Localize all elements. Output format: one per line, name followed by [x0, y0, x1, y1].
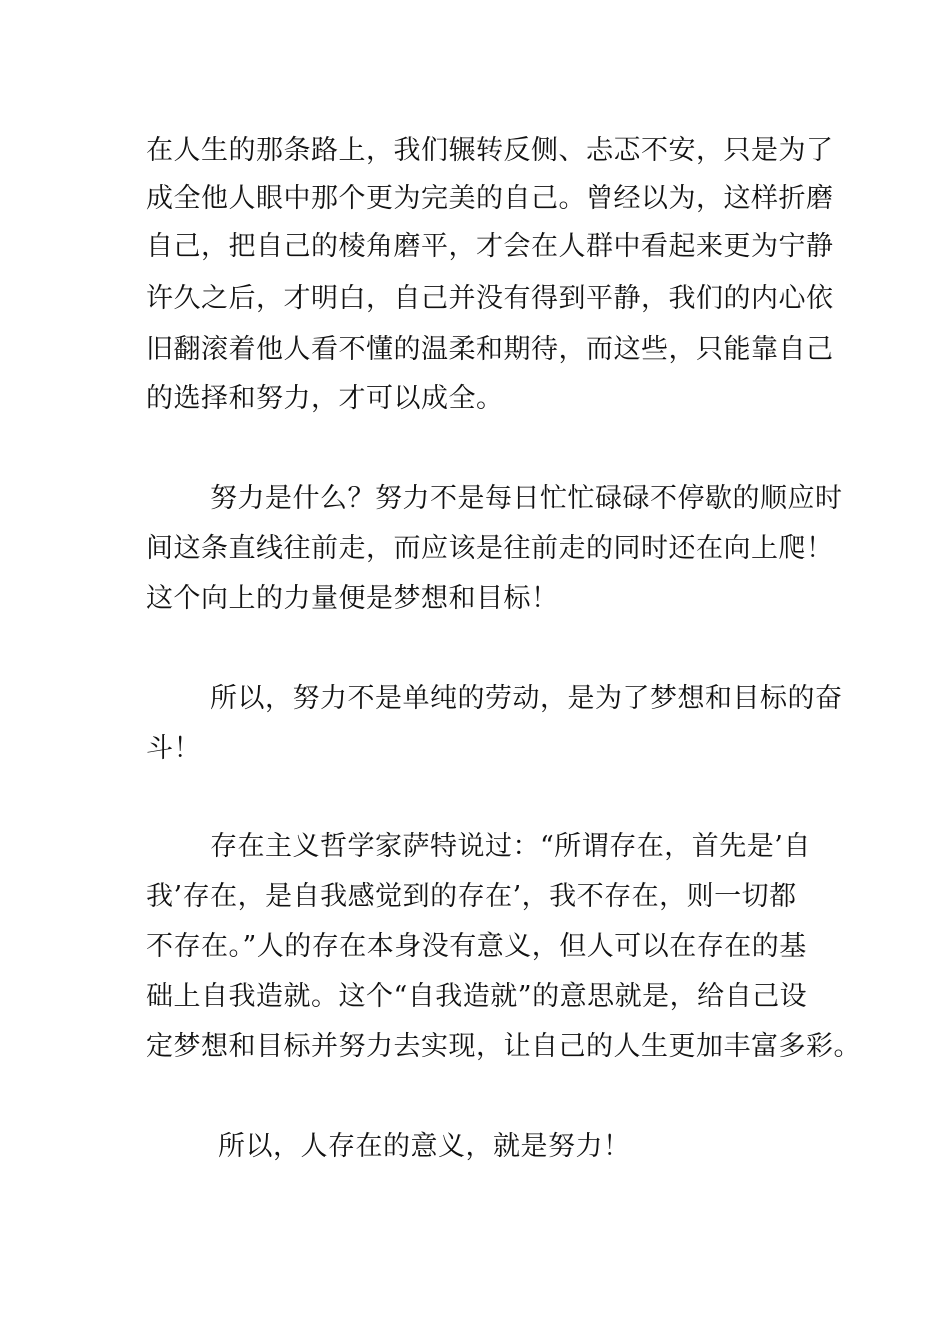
- paragraph-4-line-4: 础上自我造就。这个“自我造就”的意思就是，给自己设: [146, 981, 808, 1012]
- paragraph-2-line-1: 努力是什么？努力不是每日忙忙碌碌不停歇的顺应时: [210, 483, 843, 514]
- paragraph-5-line-1: 所以，人存在的意义，就是努力！: [218, 1131, 631, 1162]
- paragraph-1-line-2: 成全他人眼中那个更为完美的自己。曾经以为，这样折磨: [146, 183, 834, 214]
- paragraph-3-line-2: 斗！: [146, 733, 201, 764]
- paragraph-1-line-3: 自己，把自己的棱角磨平，才会在人群中看起来更为宁静: [146, 231, 834, 262]
- paragraph-1-line-5: 旧翻滚着他人看不懂的温柔和期待，而这些，只能靠自己: [146, 334, 834, 365]
- paragraph-3-line-1: 所以，努力不是单纯的劳动，是为了梦想和目标的奋: [210, 683, 843, 714]
- paragraph-2-line-2: 间这条直线往前走，而应该是往前走的同时还在向上爬！: [146, 533, 834, 564]
- paragraph-1-line-6: 的选择和努力，才可以成全。: [146, 383, 504, 414]
- paragraph-4-line-2: 我’存在，是自我感觉到的存在’，我不存在，则一切都: [146, 881, 797, 912]
- paragraph-1-line-4: 许久之后，才明白，自己并没有得到平静，我们的内心依: [146, 283, 834, 314]
- paragraph-4-line-1: 存在主义哲学家萨特说过：“所谓存在，首先是’自: [210, 831, 811, 862]
- paragraph-4-line-3: 不存在。”人的存在本身没有意义，但人可以在存在的基: [146, 931, 807, 962]
- paragraph-2-line-3: 这个向上的力量便是梦想和目标！: [146, 583, 559, 614]
- paragraph-1-line-1: 在人生的那条路上，我们辗转反侧、忐忑不安，只是为了: [146, 135, 834, 166]
- paragraph-4-line-5: 定梦想和目标并努力去实现，让自己的人生更加丰富多彩。: [146, 1031, 861, 1062]
